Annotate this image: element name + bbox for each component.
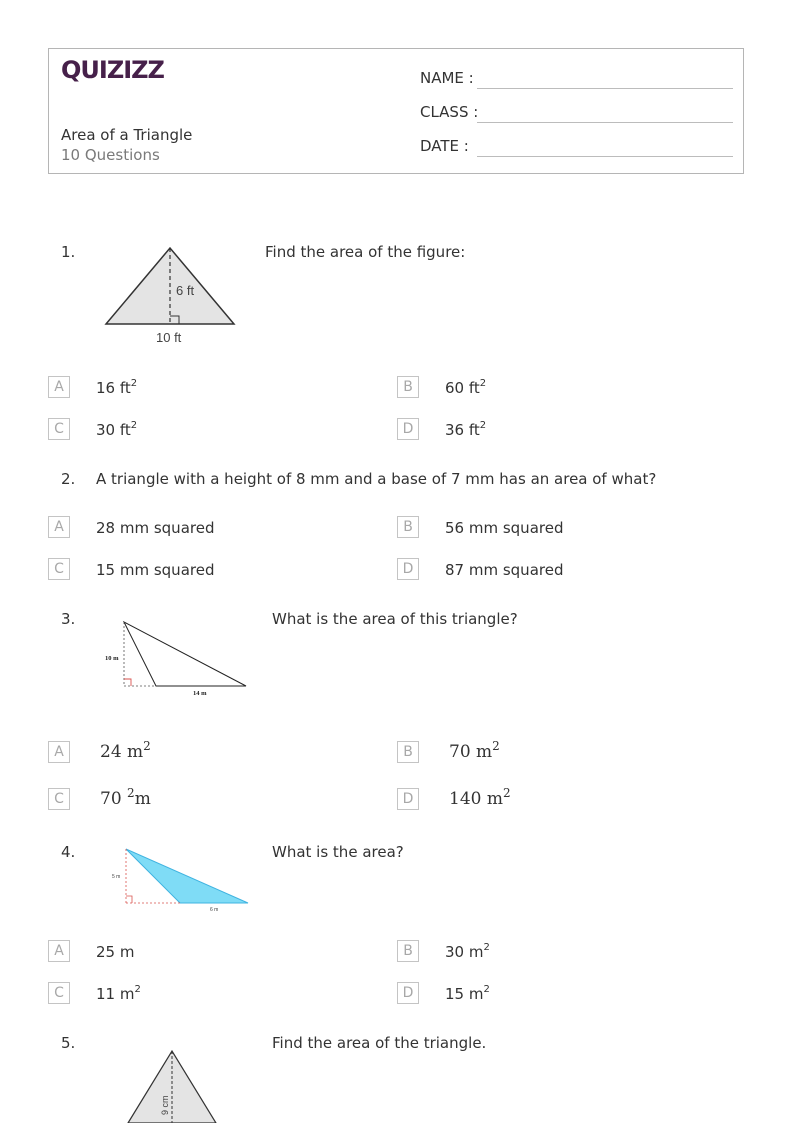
question-text: Find the area of the figure:: [265, 243, 466, 261]
option-a-box[interactable]: A: [48, 376, 70, 398]
worksheet-title: Area of a Triangle: [61, 126, 193, 144]
question-number: 5.: [61, 1034, 76, 1052]
question-text: A triangle with a height of 8 mm and a base of 7 mm has an area of what?: [96, 470, 657, 488]
option-d[interactable]: 15 $m^2$: [445, 984, 490, 1003]
option-b-box[interactable]: B: [397, 376, 419, 398]
option-c[interactable]: 11 $m^2$: [96, 984, 141, 1003]
name-field[interactable]: [477, 88, 733, 89]
option-d[interactable]: 36 $ft^2$: [445, 420, 487, 439]
option-a-box[interactable]: A: [48, 516, 70, 538]
option-d-box[interactable]: D: [397, 982, 419, 1004]
option-c-box[interactable]: C: [48, 982, 70, 1004]
question-number: 1.: [61, 243, 76, 261]
base-label: 14 m: [193, 690, 207, 697]
option-c[interactable]: 30 $ft^2$: [96, 420, 138, 439]
triangle-figure-q1: [100, 242, 240, 346]
height-label: 6 ft: [176, 283, 195, 298]
triangle-figure-q5: [126, 1049, 218, 1123]
option-b[interactable]: 56 mm squared: [445, 519, 564, 537]
option-c[interactable]: 15 mm squared: [96, 561, 215, 579]
option-a[interactable]: 24 $m^2$: [100, 739, 151, 762]
triangle-figure-q4: [106, 845, 252, 915]
question-text: What is the area?: [272, 843, 404, 861]
height-label: 10 m: [105, 655, 119, 662]
option-d-box[interactable]: D: [397, 788, 419, 810]
option-a-box[interactable]: A: [48, 940, 70, 962]
option-b[interactable]: 30 $m^2$: [445, 942, 490, 961]
date-label: DATE :: [420, 137, 469, 155]
option-a[interactable]: 16 $ft^2$: [96, 378, 138, 397]
question-text: What is the area of this triangle?: [272, 610, 518, 628]
question-count: 10 Questions: [61, 146, 160, 164]
option-b-box[interactable]: B: [397, 940, 419, 962]
option-d[interactable]: 140 $m^2$: [449, 786, 511, 809]
option-c-box[interactable]: C: [48, 418, 70, 440]
height-label: 5 m: [112, 874, 121, 880]
class-label: CLASS :: [420, 103, 479, 121]
triangle-figure-q3: [100, 615, 252, 701]
option-a[interactable]: 28 mm squared: [96, 519, 215, 537]
base-label: 10 ft: [156, 330, 182, 345]
date-field[interactable]: [477, 156, 733, 157]
base-label: 6 m: [210, 907, 219, 913]
option-d-box[interactable]: D: [397, 418, 419, 440]
quizizz-logo: QUIZIZZ: [61, 56, 164, 84]
name-label: NAME :: [420, 69, 474, 87]
option-c-box[interactable]: C: [48, 788, 70, 810]
question-text: Find the area of the triangle.: [272, 1034, 487, 1052]
option-b-box[interactable]: B: [397, 516, 419, 538]
height-label: 9 cm: [160, 1095, 170, 1115]
option-b[interactable]: 70 $m^2$: [449, 739, 500, 762]
option-d-box[interactable]: D: [397, 558, 419, 580]
option-c[interactable]: 70 $^2$m: [100, 786, 151, 809]
class-field[interactable]: [477, 122, 733, 123]
question-number: 3.: [61, 610, 76, 628]
option-b[interactable]: 60 $ft^2$: [445, 378, 487, 397]
question-number: 4.: [61, 843, 76, 861]
option-c-box[interactable]: C: [48, 558, 70, 580]
option-b-box[interactable]: B: [397, 741, 419, 763]
option-d[interactable]: 87 mm squared: [445, 561, 564, 579]
option-a-box[interactable]: A: [48, 741, 70, 763]
option-a[interactable]: 25 m: [96, 943, 135, 961]
question-number: 2.: [61, 470, 76, 488]
